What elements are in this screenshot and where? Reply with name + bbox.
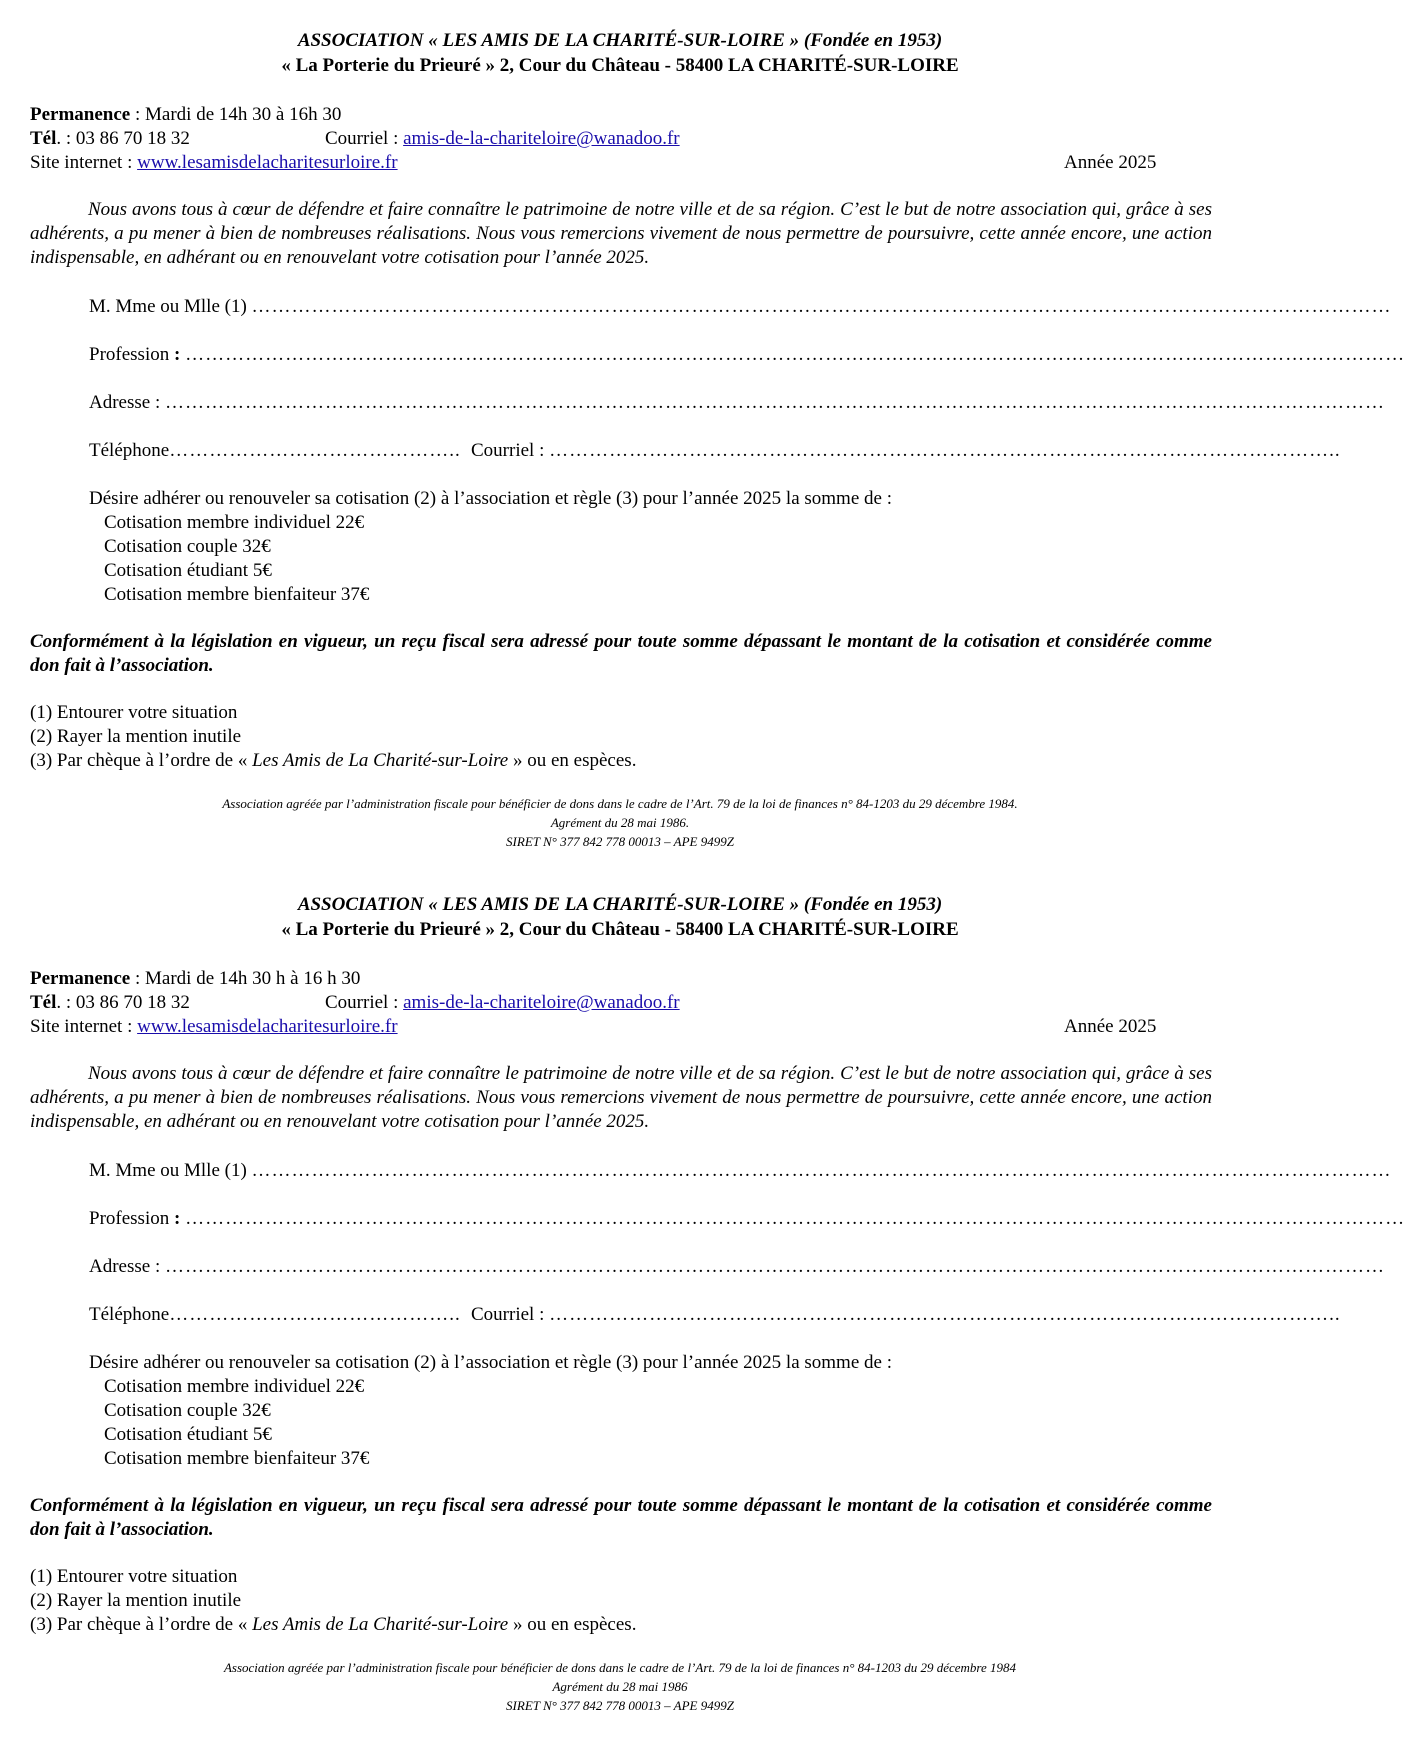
membership-text: Désire adhérer ou renouveler sa cotisation (2) à l’association et règle (3) pour l’année 2025 la somme de : [89, 1352, 892, 1373]
profession-field-dots: ………………………………………………………………………………………………………………………………………………………………… [185, 1208, 1405, 1229]
phone-field[interactable] [89, 440, 461, 462]
name-field-dots: ……………………………………………………………………………………………………………………………………………………… [251, 1160, 1392, 1181]
email-field[interactable] [471, 440, 1341, 462]
phone-field-dots: …………………………………….. [169, 1304, 461, 1325]
permanence-value: : Mardi de 14h 30 h à 16 h 30 [130, 968, 361, 989]
fee-couple: Cotisation couple 32€ [104, 1400, 271, 1421]
address-field-dots: ………………………………………………………………………………………………………………………………………………………………… [164, 1256, 1385, 1277]
email-field-dots: ……………………………………………………………………………………………………….. [549, 440, 1341, 461]
fee-individual: Cotisation membre individuel 22€ [104, 1376, 365, 1397]
note-3-association: Les Amis de La Charité-sur-Loire [252, 750, 509, 771]
fee-couple: Cotisation couple 32€ [104, 536, 271, 557]
phone-field[interactable] [89, 1304, 461, 1326]
legal-notice: Conformément à la législation en vigueur, un reçu fiscal sera adressé pour toute somme dépassant le montant de la cotisation et considérée comme don fait à l’association. [30, 631, 1212, 676]
address-field-dots: ………………………………………………………………………………………………………………………………………………………………… [164, 392, 1385, 413]
name-field[interactable] [89, 1160, 1392, 1182]
profession-field-label: Profession [89, 344, 174, 365]
note-1: (1) Entourer votre situation [30, 1566, 238, 1587]
site-link[interactable]: www.lesamisdelacharitesurloire.fr [137, 152, 398, 173]
profession-field-colon: : [173, 344, 186, 365]
legal-notice: Conformément à la législation en vigueur, un reçu fiscal sera adressé pour toute somme dépassant le montant de la cotisation et considérée comme don fait à l’association. [30, 1495, 1212, 1540]
fee-student: Cotisation étudiant 5€ [104, 1424, 272, 1445]
permanence-label: Permanence [30, 104, 131, 125]
email-line [325, 128, 680, 150]
permanence-value: : Mardi de 14h 30 à 16h 30 [130, 104, 342, 125]
fee-benefactor: Cotisation membre bienfaiteur 37€ [104, 1448, 370, 1469]
email-field-label: Courriel : [471, 1304, 550, 1325]
tel-line [30, 128, 190, 150]
email-label: Courriel : [325, 992, 404, 1013]
site-link[interactable]: www.lesamisdelacharitesurloire.fr [137, 1016, 398, 1037]
email-link[interactable]: amis-de-la-chariteloire@wanadoo.fr [403, 128, 680, 149]
intro-paragraph: Nous avons tous à cœur de défendre et faire connaître le patrimoine de notre ville et de sa région. C’est le but de notre association qui, grâce à ses adhérents, a pu mener à bien de nombreuses réalisations. Nous vous remercions vivement de nous permettre de poursuivre, cette année encore, une action indispensable, en adhérant ou en renouvelant votre cotisation pour l’année 2025. [30, 199, 1212, 268]
profession-field[interactable] [89, 344, 1405, 366]
membership-form-2 [0, 870, 1405, 1740]
tel-value: . : 03 86 70 18 32 [56, 128, 190, 149]
email-label: Courriel : [325, 128, 404, 149]
intro-paragraph: Nous avons tous à cœur de défendre et faire connaître le patrimoine de notre ville et de sa région. C’est le but de notre association qui, grâce à ses adhérents, a pu mener à bien de nombreuses réalisations. Nous vous remercions vivement de nous permettre de poursuivre, cette année encore, une action indispensable, en adhérant ou en renouvelant votre cotisation pour l’année 2025. [30, 1063, 1212, 1132]
footer-approval: Association agréée par l’administration fiscale pour bénéficier de dons dans le cadre de l’Art. 79 de la loi de finances n° 84-1203 du 29 décembre 1984 [223, 1660, 1017, 1675]
fee-student: Cotisation étudiant 5€ [104, 560, 272, 581]
membership-text: Désire adhérer ou renouveler sa cotisation (2) à l’association et règle (3) pour l’année 2025 la somme de : [89, 488, 892, 509]
permanence-label: Permanence [30, 968, 131, 989]
name-field[interactable] [89, 296, 1392, 318]
address-field[interactable] [89, 392, 1385, 414]
email-link[interactable]: amis-de-la-chariteloire@wanadoo.fr [403, 992, 680, 1013]
year-label: Année 2025 [1064, 152, 1157, 173]
tel-line [30, 992, 190, 1014]
tel-label: Tél [30, 992, 57, 1013]
association-title: ASSOCIATION « LES AMIS DE LA CHARITÉ-SUR-LOIRE » (Fondée en 1953) [297, 894, 943, 915]
site-line [30, 152, 398, 174]
association-title: ASSOCIATION « LES AMIS DE LA CHARITÉ-SUR-LOIRE » (Fondée en 1953) [297, 30, 943, 51]
footer-approval: Association agréée par l’administration fiscale pour bénéficier de dons dans le cadre de l’Art. 79 de la loi de finances n° 84-1203 du 29 décembre 1984. [222, 796, 1018, 811]
profession-field-dots: ………………………………………………………………………………………………………………………………………………………………… [185, 344, 1405, 365]
phone-field-label: Téléphone [89, 440, 170, 461]
membership-form-1 [0, 0, 1405, 870]
name-field-label: M. Mme ou Mlle (1) [89, 1160, 252, 1181]
note-3-suffix: » ou en espèces. [508, 750, 637, 771]
fee-individual: Cotisation membre individuel 22€ [104, 512, 365, 533]
note-3-prefix: (3) Par chèque à l’ordre de « [30, 1614, 253, 1635]
phone-field-label: Téléphone [89, 1304, 170, 1325]
footer-siret: SIRET N° 377 842 778 00013 – APE 9499Z [506, 1698, 734, 1713]
address-field-label: Adresse : [89, 392, 165, 413]
site-label: Site internet : [30, 152, 138, 173]
phone-field-dots: …………………………………….. [169, 440, 461, 461]
profession-field[interactable] [89, 1208, 1405, 1230]
address-field-label: Adresse : [89, 1256, 165, 1277]
note-3-association: Les Amis de La Charité-sur-Loire [252, 1614, 509, 1635]
footer-date: Agrément du 28 mai 1986. [550, 815, 690, 830]
name-field-dots: ……………………………………………………………………………………………………………………………………………………… [251, 296, 1392, 317]
email-field-dots: ……………………………………………………………………………………………………….. [549, 1304, 1341, 1325]
note-3-suffix: » ou en espèces. [508, 1614, 637, 1635]
tel-label: Tél [30, 128, 57, 149]
permanence-line [30, 968, 360, 990]
note-2: (2) Rayer la mention inutile [30, 1590, 242, 1611]
email-field-label: Courriel : [471, 440, 550, 461]
site-line [30, 1016, 398, 1038]
association-address: « La Porterie du Prieuré » 2, Cour du Château - 58400 LA CHARITÉ-SUR-LOIRE [281, 919, 959, 940]
note-1: (1) Entourer votre situation [30, 702, 238, 723]
permanence-line [30, 104, 341, 126]
site-label: Site internet : [30, 1016, 138, 1037]
note-3 [30, 1614, 636, 1636]
fee-benefactor: Cotisation membre bienfaiteur 37€ [104, 584, 370, 605]
address-field[interactable] [89, 1256, 1385, 1278]
note-3-prefix: (3) Par chèque à l’ordre de « [30, 750, 253, 771]
tel-value: . : 03 86 70 18 32 [56, 992, 190, 1013]
name-field-label: M. Mme ou Mlle (1) [89, 296, 252, 317]
association-address: « La Porterie du Prieuré » 2, Cour du Château - 58400 LA CHARITÉ-SUR-LOIRE [281, 55, 959, 76]
email-line [325, 992, 680, 1014]
profession-field-colon: : [173, 1208, 186, 1229]
year-label: Année 2025 [1064, 1016, 1157, 1037]
note-3 [30, 750, 636, 772]
footer-siret: SIRET N° 377 842 778 00013 – APE 9499Z [506, 834, 734, 849]
footer-date: Agrément du 28 mai 1986 [552, 1679, 688, 1694]
note-2: (2) Rayer la mention inutile [30, 726, 242, 747]
email-field[interactable] [471, 1304, 1341, 1326]
profession-field-label: Profession [89, 1208, 174, 1229]
